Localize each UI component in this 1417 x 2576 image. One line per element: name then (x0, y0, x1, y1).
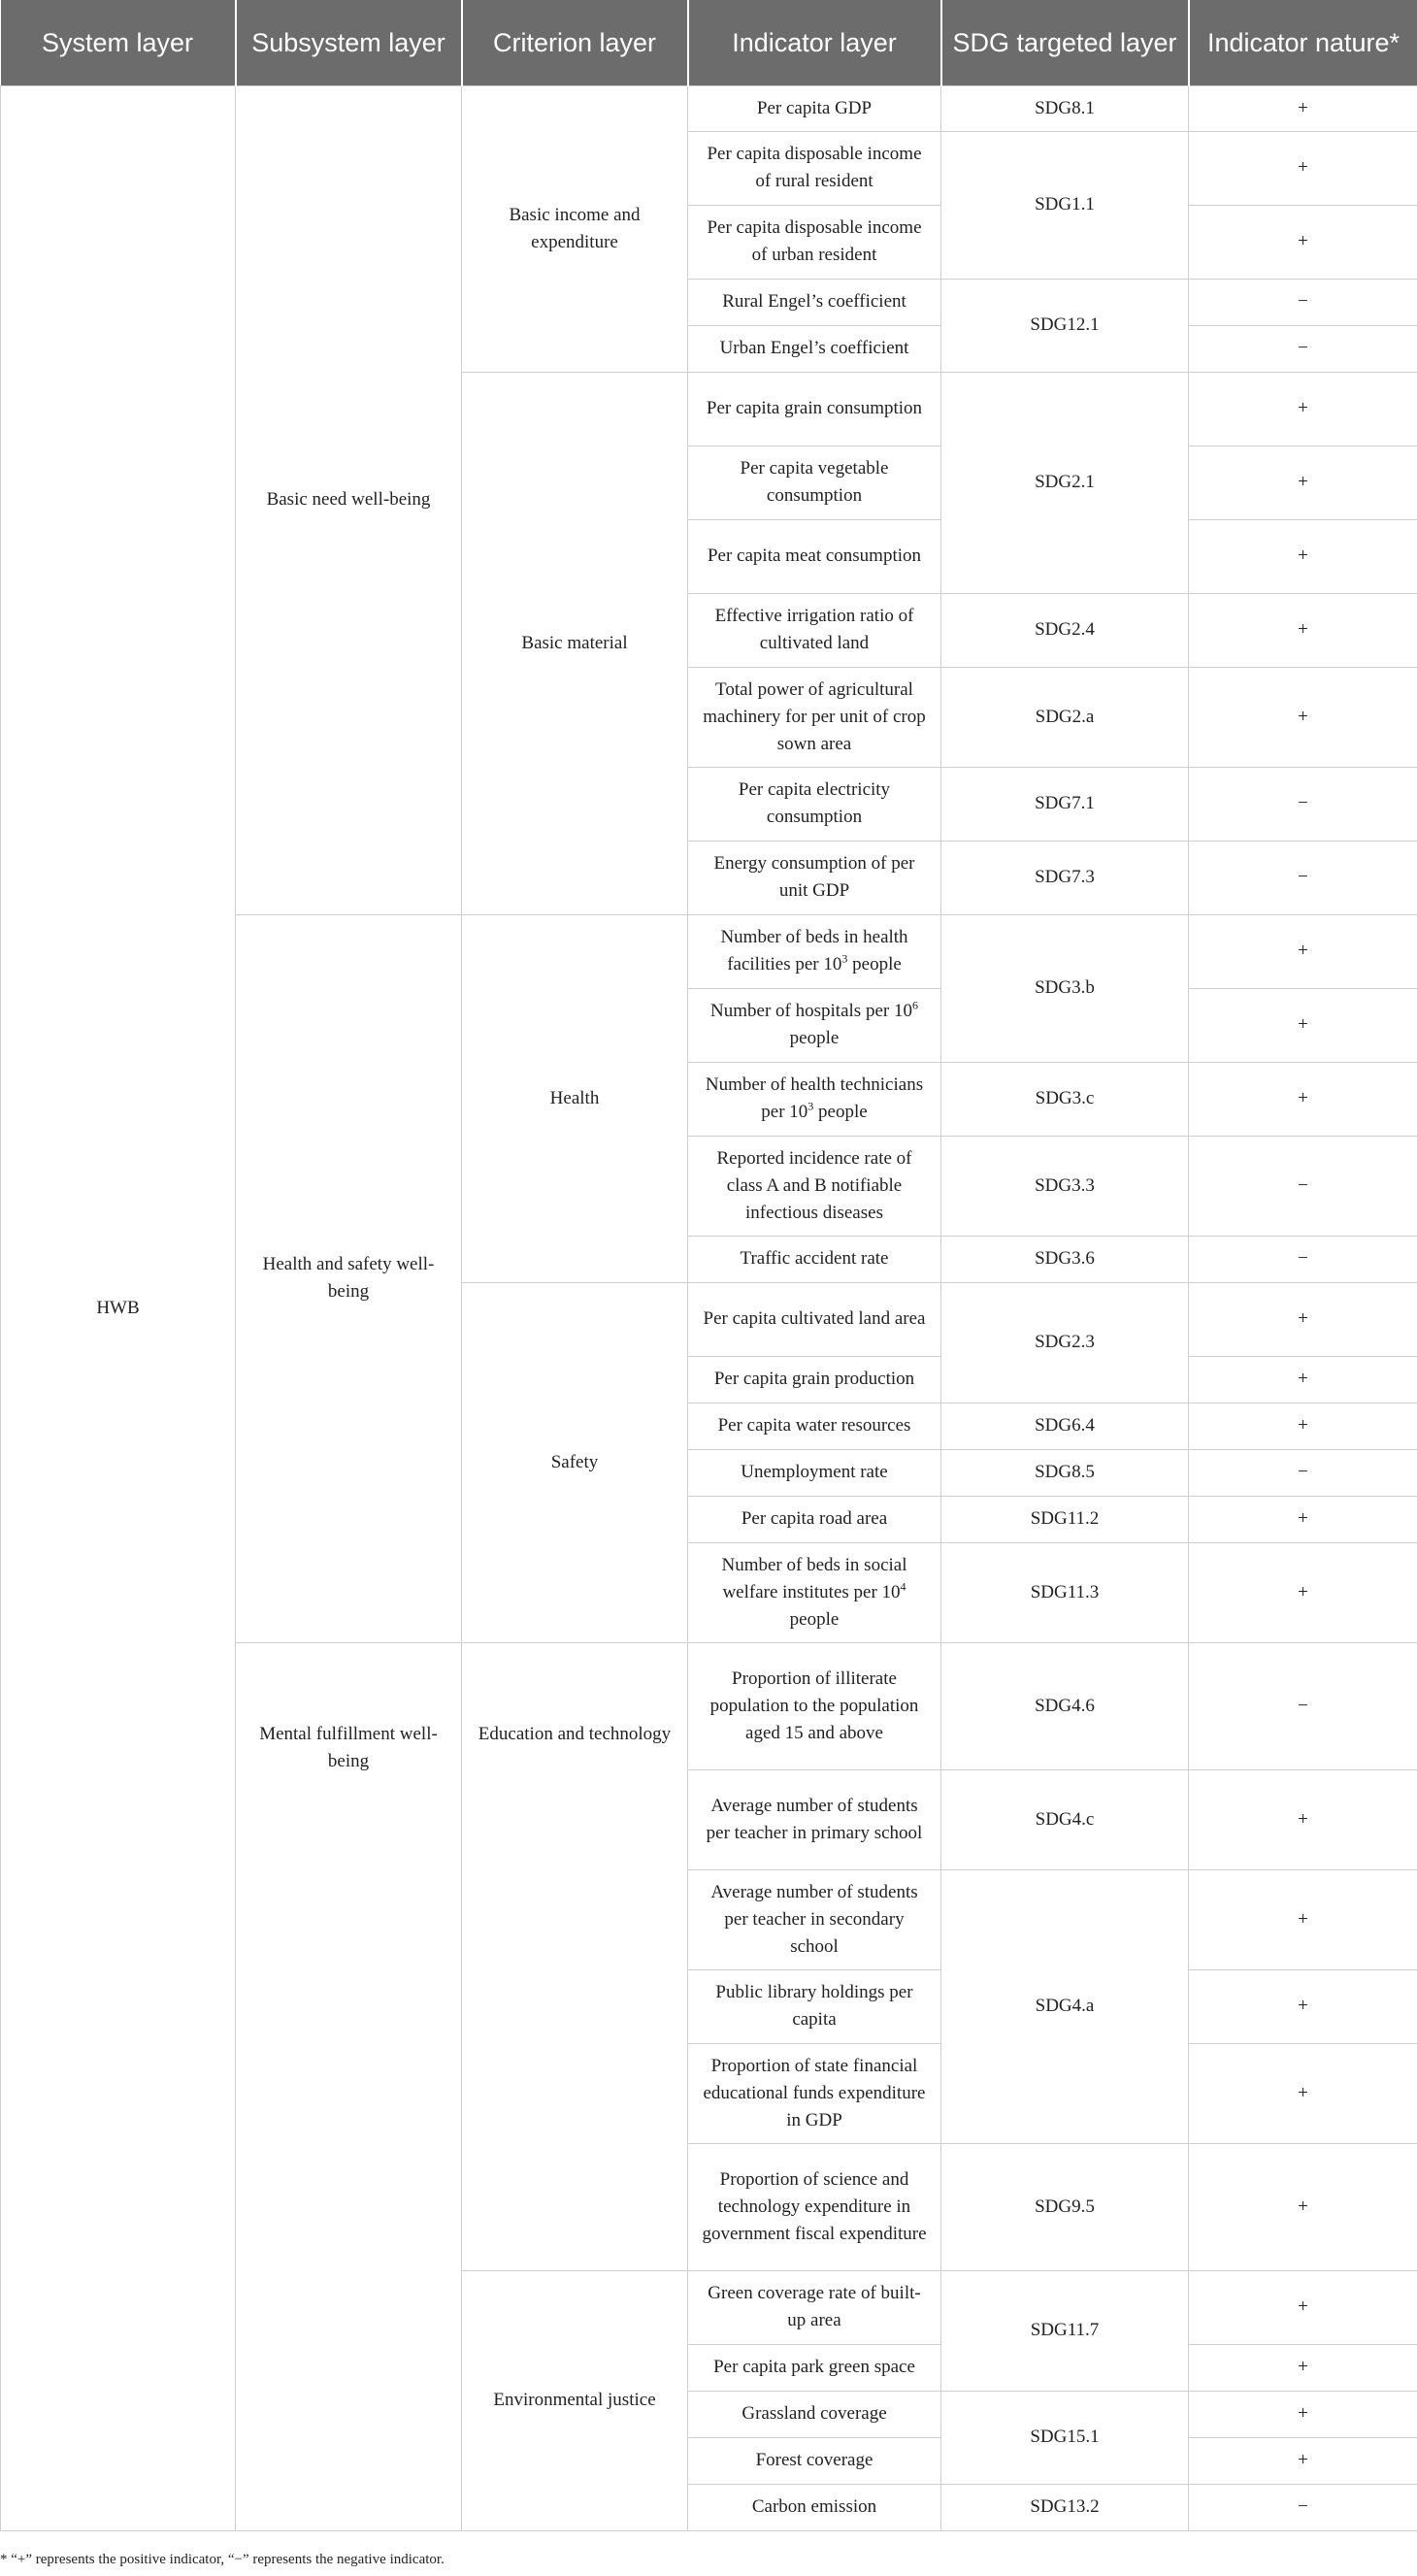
header-indicator-nature: Indicator nature* (1189, 0, 1417, 85)
table-row (1, 85, 1417, 131)
indicator-cell (688, 1542, 941, 1642)
header-system-layer: System layer (1, 0, 236, 85)
sdg-cell: SDG8.5 (941, 1449, 1189, 1496)
exponent: 4 (900, 1579, 906, 1594)
subsystem-cell (236, 1642, 462, 2530)
subsystem-cell: Basic need well-being (236, 85, 462, 914)
sdg-cell: SDG3.c (941, 1062, 1189, 1136)
nature-cell: + (1189, 1356, 1417, 1403)
nature-cell: + (1189, 914, 1417, 988)
indicator-tail: people (789, 1608, 840, 1630)
sdg-cell: SDG4.a (941, 1869, 1189, 2143)
header-criterion-layer: Criterion layer (462, 0, 688, 85)
indicator-cell: Total power of agricultural machinery for per unit of crop sown area (688, 667, 941, 767)
indicator-cell (688, 914, 941, 988)
indicator-cell: Forest coverage (688, 2437, 941, 2484)
nature-cell: − (1189, 1642, 1417, 1769)
nature-cell: + (1189, 372, 1417, 446)
nature-cell: + (1189, 1062, 1417, 1136)
indicator-cell: Per capita water resources (688, 1403, 941, 1449)
indicator-cell: Proportion of state financial educational funds expenditure in GDP (688, 2043, 941, 2143)
criterion-label: Education and technology (478, 1723, 672, 1744)
nature-cell: − (1189, 841, 1417, 914)
indicator-cell: Per capita road area (688, 1496, 941, 1542)
indicator-cell: Per capita cultivated land area (688, 1282, 941, 1356)
table-footnote: * “+” represents the positive indicator, “−” represents the negative indicator. (0, 2552, 445, 2567)
indicator-cell: Per capita electricity consumption (688, 767, 941, 841)
subsystem-label: Mental fulfillment well-being (259, 1723, 438, 1771)
indicator-cell: Per capita meat consumption (688, 519, 941, 593)
indicator-cell: Per capita vegetable consumption (688, 446, 941, 519)
indicator-cell: Per capita park green space (688, 2344, 941, 2391)
indicator-cell: Per capita disposable income of rural resident (688, 131, 941, 205)
nature-cell: + (1189, 446, 1417, 519)
nature-cell: + (1189, 2043, 1417, 2143)
criterion-cell: Safety (462, 1282, 688, 1642)
sdg-cell: SDG2.4 (941, 593, 1189, 667)
exponent: 6 (911, 998, 918, 1012)
indicator-cell: Reported incidence rate of class A and B notifiable infectious diseases (688, 1136, 941, 1236)
system-cell: HWB (1, 85, 236, 2530)
nature-cell: + (1189, 1869, 1417, 1969)
criterion-cell: Environmental justice (462, 2270, 688, 2530)
nature-cell: − (1189, 325, 1417, 372)
sdg-cell: SDG11.7 (941, 2270, 1189, 2391)
indicator-cell: Per capita disposable income of urban resident (688, 205, 941, 279)
header-indicator-layer: Indicator layer (688, 0, 941, 85)
indicator-cell (688, 988, 941, 1062)
nature-cell: + (1189, 593, 1417, 667)
sdg-cell: SDG2.1 (941, 372, 1189, 593)
nature-cell: + (1189, 2437, 1417, 2484)
nature-cell: + (1189, 2143, 1417, 2270)
criterion-cell: Basic income and expenditure (462, 85, 688, 372)
nature-cell: + (1189, 1282, 1417, 1356)
nature-cell: + (1189, 519, 1417, 593)
indicator-cell (688, 1062, 941, 1136)
indicator-cell: Green coverage rate of built-up area (688, 2270, 941, 2344)
sdg-cell: SDG1.1 (941, 131, 1189, 279)
nature-cell: + (1189, 1496, 1417, 1542)
indicator-cell: Proportion of science and technology expenditure in government fiscal expenditure (688, 2143, 941, 2270)
sdg-cell: SDG7.1 (941, 767, 1189, 841)
sdg-cell: SDG3.3 (941, 1136, 1189, 1236)
sdg-cell: SDG9.5 (941, 2143, 1189, 2270)
exponent: 3 (841, 951, 848, 966)
header-row (1, 0, 1417, 85)
sdg-cell: SDG13.2 (941, 2484, 1189, 2530)
sdg-cell: SDG3.6 (941, 1236, 1189, 1282)
exponent: 3 (807, 1099, 814, 1113)
indicator-text: Number of hospitals per 10 (710, 1001, 912, 1021)
indicator-cell: Traffic accident rate (688, 1236, 941, 1282)
nature-cell: + (1189, 988, 1417, 1062)
criterion-cell: Basic material (462, 372, 688, 914)
nature-cell: + (1189, 131, 1417, 205)
nature-cell: − (1189, 2484, 1417, 2530)
indicator-cell: Effective irrigation ratio of cultivated land (688, 593, 941, 667)
sdg-cell: SDG4.6 (941, 1642, 1189, 1769)
sdg-cell: SDG2.3 (941, 1282, 1189, 1403)
indicator-cell: Average number of students per teacher in primary school (688, 1769, 941, 1869)
nature-cell: − (1189, 1449, 1417, 1496)
indicator-cell: Unemployment rate (688, 1449, 941, 1496)
nature-cell: + (1189, 2344, 1417, 2391)
sdg-cell: SDG11.3 (941, 1542, 1189, 1642)
header-subsystem-layer: Subsystem layer (236, 0, 462, 85)
nature-cell: + (1189, 667, 1417, 767)
nature-cell: + (1189, 2270, 1417, 2344)
sdg-cell: SDG8.1 (941, 85, 1189, 131)
subsystem-cell: Health and safety well-being (236, 914, 462, 1642)
indicator-tail: people (847, 954, 902, 974)
criterion-cell (462, 1642, 688, 2270)
nature-cell: + (1189, 2391, 1417, 2437)
nature-cell: + (1189, 205, 1417, 279)
indicator-text: Number of beds in health facilities per 10 (720, 927, 908, 974)
indicator-cell: Per capita grain production (688, 1356, 941, 1403)
nature-cell: + (1189, 1769, 1417, 1869)
indicator-text: Number of health technicians per 10 (705, 1074, 924, 1122)
nature-cell: − (1189, 279, 1417, 325)
indicator-text: Number of beds in social welfare institutes per 10 (721, 1554, 907, 1602)
header-sdg-targeted-layer: SDG targeted layer (941, 0, 1189, 85)
indicator-cell: Per capita grain consumption (688, 372, 941, 446)
indicator-cell: Proportion of illiterate population to the population aged 15 and above (688, 1642, 941, 1769)
sdg-cell: SDG11.2 (941, 1496, 1189, 1542)
nature-cell: + (1189, 1969, 1417, 2043)
sdg-cell: SDG4.c (941, 1769, 1189, 1869)
indicator-cell: Grassland coverage (688, 2391, 941, 2437)
sdg-cell: SDG12.1 (941, 279, 1189, 372)
indicator-cell: Average number of students per teacher in secondary school (688, 1869, 941, 1969)
nature-cell: + (1189, 85, 1417, 131)
sdg-cell: SDG3.b (941, 914, 1189, 1062)
nature-cell: + (1189, 1403, 1417, 1449)
indicator-cell: Rural Engel’s coefficient (688, 279, 941, 325)
indicator-cell: Urban Engel’s coefficient (688, 325, 941, 372)
indicator-cell: Per capita GDP (688, 85, 941, 131)
sdg-cell: SDG2.a (941, 667, 1189, 767)
nature-cell: + (1189, 1542, 1417, 1642)
sdg-cell: SDG7.3 (941, 841, 1189, 914)
indicator-tail: people (789, 1028, 840, 1048)
indicator-cell: Carbon emission (688, 2484, 941, 2530)
indicator-tail: people (813, 1102, 868, 1122)
indicator-cell: Public library holdings per capita (688, 1969, 941, 2043)
nature-cell: − (1189, 1236, 1417, 1282)
indicator-cell: Energy consumption of per unit GDP (688, 841, 941, 914)
sdg-cell: SDG6.4 (941, 1403, 1189, 1449)
criterion-cell: Health (462, 914, 688, 1282)
sdg-cell: SDG15.1 (941, 2391, 1189, 2484)
nature-cell: − (1189, 767, 1417, 841)
nature-cell: − (1189, 1136, 1417, 1236)
